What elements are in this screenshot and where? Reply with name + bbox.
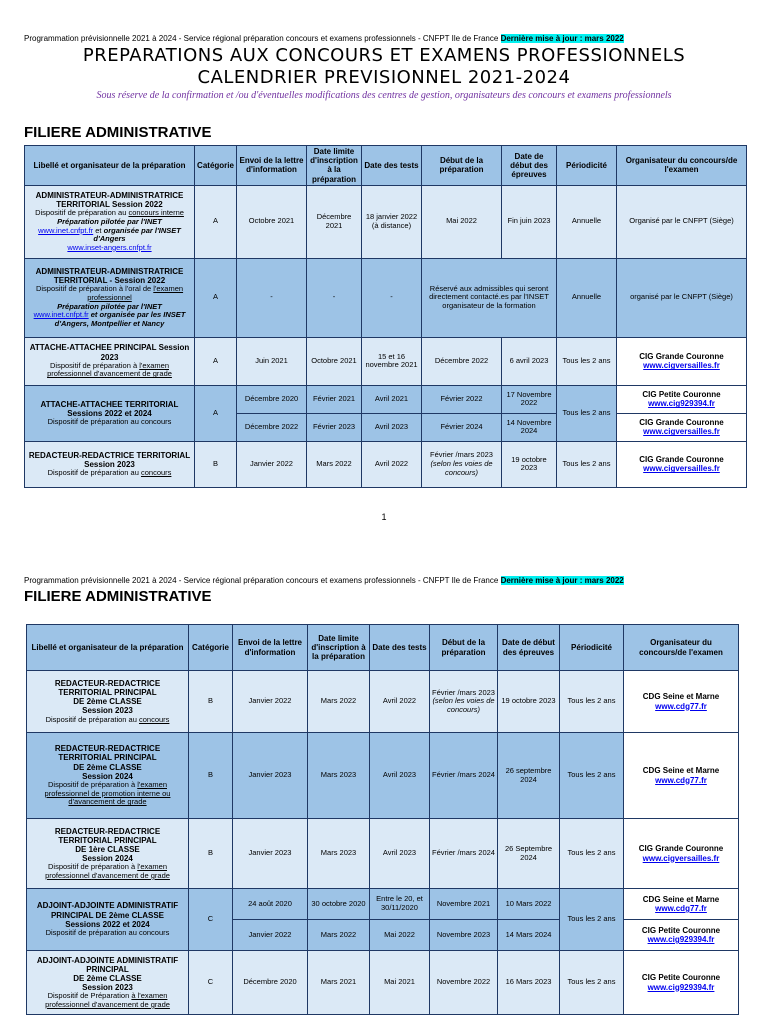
table-row: [25, 385, 747, 413]
row-class: DE 2ème CLASSE: [73, 973, 142, 983]
cell-envoi: Janvier 2022: [237, 441, 307, 487]
row-session: Session 2023: [82, 706, 133, 716]
cell-envoi: Janvier 2022: [233, 671, 308, 733]
cell-organisateur: [617, 413, 747, 441]
org-name: CIG Grande Couronne: [639, 418, 724, 428]
cell-tests: Mai 2021: [370, 951, 430, 1015]
cell-epreuves: 17 Novembre 2022: [502, 385, 557, 413]
cell-organisateur: organisé par le CNFPT (Siège): [617, 258, 747, 337]
row-desc: Dispositif de préparation à: [49, 360, 138, 370]
cell-categorie: A: [195, 337, 237, 385]
cell-tests: 18 janvier 2022 (à distance): [362, 185, 422, 258]
cell-periodicite: Annuelle: [557, 258, 617, 337]
row-desc-link: l'examen professionnel de promotion interne ou d'avancement de grade: [44, 779, 171, 807]
cell-periodicite: Tous les 2 ans: [560, 671, 624, 733]
cell-categorie: A: [195, 185, 237, 258]
header-line: [24, 576, 624, 585]
inet-link[interactable]: www.inet.cnfpt.fr: [33, 310, 89, 320]
cell-limite: -: [307, 258, 362, 337]
cell-envoi: -: [237, 258, 307, 337]
row-and: et: [95, 225, 102, 235]
cell-debut: [422, 441, 502, 487]
row-desc: Dispositif de préparation au: [35, 208, 127, 218]
cell-debut: Novembre 2023: [430, 920, 498, 951]
row-label: [27, 733, 189, 819]
table-row: [25, 258, 747, 337]
cell-limite: Février 2021: [307, 385, 362, 413]
debut-text: Février /mars 2023: [432, 687, 495, 697]
col-envoi: Envoi de la lettre d'information: [233, 625, 308, 671]
cell-periodicite: Annuelle: [557, 185, 617, 258]
cell-tests: Mai 2022: [370, 920, 430, 951]
row-desc: Dispositif de Préparation: [47, 991, 130, 1001]
cell-debut: Février /mars 2024: [430, 733, 498, 819]
cell-categorie: C: [189, 951, 233, 1015]
table-row: [27, 889, 739, 920]
debut-note: (selon les voies de concours): [430, 458, 493, 477]
cell-limite: Mars 2023: [308, 733, 370, 819]
row-title: ADMINISTRATEUR-ADMINISTRATRICE TERRITORIAL - Session 2022: [35, 267, 184, 286]
cell-tests: Avril 2022: [370, 671, 430, 733]
update-badge: Dernière mise à jour : mars 2022: [500, 34, 624, 43]
cell-epreuves: 19 octobre 2023: [502, 441, 557, 487]
cell-envoi: Décembre 2020: [237, 385, 307, 413]
cell-debut: Mai 2022: [422, 185, 502, 258]
row-label: [25, 385, 195, 441]
row-desc: Dispositif de préparation à l'oral de: [35, 284, 152, 294]
col-epreuves: Date de début des épreuves: [498, 625, 560, 671]
col-periodicite: Périodicité: [560, 625, 624, 671]
row-label: [25, 258, 195, 337]
header-text: Programmation prévisionnelle 2021 à 2024 - Service régional préparation concours et examens professionnels - CNFPT Ile de France: [24, 576, 499, 585]
col-categorie: Catégorie: [195, 146, 237, 186]
cell-epreuves: 14 Novembre 2024: [502, 413, 557, 441]
org-name: CDG Seine et Marne: [642, 766, 720, 776]
row-label: [27, 889, 189, 951]
cell-categorie: A: [195, 385, 237, 441]
cell-categorie: C: [189, 889, 233, 951]
cell-debut: Février 2022: [422, 385, 502, 413]
row-desc-link: concours: [138, 714, 170, 724]
table-row: [25, 337, 747, 385]
cell-tests: -: [362, 258, 422, 337]
cell-envoi: Janvier 2023: [233, 819, 308, 889]
row-label: [27, 671, 189, 733]
table-2: [26, 624, 739, 1015]
org-name: CIG Grande Couronne: [638, 844, 724, 854]
row-class: DE 1ère CLASSE: [75, 844, 140, 854]
cell-debut: [430, 671, 498, 733]
org-link[interactable]: www.cigversailles.fr: [643, 427, 720, 437]
org-link[interactable]: www.cig929394.fr: [648, 399, 715, 409]
cell-envoi: Janvier 2023: [233, 733, 308, 819]
cell-organisateur: [624, 951, 739, 1015]
col-libelle: Libellé et organisateur de la préparation: [25, 146, 195, 186]
cell-limite: Mars 2021: [308, 951, 370, 1015]
inet-link[interactable]: www.inet.cnfpt.fr: [38, 225, 94, 235]
row-title: ATTACHE-ATTACHEE PRINCIPAL Session 2023: [29, 343, 190, 362]
table-header: [25, 146, 747, 186]
row-title: ADMINISTRATEUR-ADMINISTRATRICE TERRITORIAL Session 2022: [35, 191, 184, 210]
cell-tests: Avril 2023: [362, 413, 422, 441]
cell-periodicite: Tous les 2 ans: [557, 441, 617, 487]
cell-tests: Avril 2022: [362, 441, 422, 487]
row-organised: organisée par l'INSET d'Angers: [93, 225, 181, 244]
org-link[interactable]: www.cigversailles.fr: [643, 464, 720, 474]
cell-debut: Novembre 2021: [430, 889, 498, 920]
cell-debut: Novembre 2022: [430, 951, 498, 1015]
cell-limite: 30 octobre 2020: [308, 889, 370, 920]
table-header: [27, 625, 739, 671]
org-link[interactable]: www.cig929394.fr: [647, 982, 715, 992]
cell-periodicite: Tous les 2 ans: [557, 385, 617, 441]
row-title: REDACTEUR-REDACTRICE TERRITORIAL PRINCIPAL: [54, 678, 161, 697]
cell-organisateur: Organisé par le CNFPT (Siège): [617, 185, 747, 258]
cell-epreuves: 16 Mars 2023: [498, 951, 560, 1015]
row-label: [27, 819, 189, 889]
row-desc-link: l'examen professionnel: [87, 284, 184, 302]
cell-organisateur: [617, 441, 747, 487]
row-desc: Dispositif de préparation au: [45, 714, 137, 724]
row-pilot: Préparation pilotée par l'INET: [57, 217, 162, 226]
section-title: FILIERE ADMINISTRATIVE: [24, 588, 212, 605]
section-title: FILIERE ADMINISTRATIVE: [24, 124, 212, 141]
org-name: CIG Petite Couronne: [641, 925, 721, 935]
row-desc-link: l'examen professionnel d'avancement de grade: [47, 360, 172, 379]
cell-categorie: B: [189, 819, 233, 889]
col-envoi: Envoi de la lettre d'information: [237, 146, 307, 186]
org-link[interactable]: www.cigversailles.fr: [642, 853, 720, 863]
row-title: REDACTEUR-REDACTRICE TERRITORIAL PRINCIPAL: [54, 826, 161, 845]
cell-organisateur: [624, 819, 739, 889]
cell-limite: Mars 2022: [308, 671, 370, 733]
col-tests: Date des tests: [362, 146, 422, 186]
org-link[interactable]: www.cigversailles.fr: [643, 361, 720, 371]
cell-epreuves: Fin juin 2023: [502, 185, 557, 258]
col-epreuves: Date de début des épreuves: [502, 146, 557, 186]
row-title: ADJOINT-ADJOINTE ADMINISTRATIF PRINCIPAL: [36, 955, 179, 974]
row-title: REDACTEUR-REDACTRICE TERRITORIAL PRINCIPAL: [54, 744, 161, 763]
cell-organisateur: [617, 385, 747, 413]
row-desc: Dispositif de préparation à: [47, 862, 136, 872]
cell-categorie: A: [195, 258, 237, 337]
cell-tests: Avril 2023: [370, 733, 430, 819]
col-libelle: Libellé et organisateur de la préparation: [27, 625, 189, 671]
org-name: CDG Seine et Marne: [642, 894, 720, 904]
org-name: CDG Seine et Marne: [642, 692, 720, 702]
row-desc: Dispositif de préparation à: [47, 779, 136, 789]
cell-limite: Février 2023: [307, 413, 362, 441]
cell-limite: Mars 2022: [307, 441, 362, 487]
row-session: Sessions 2022 et 2024: [65, 919, 150, 929]
cell-envoi: Octobre 2021: [237, 185, 307, 258]
row-title: ADJOINT-ADJOINTE ADMINISTRATIF PRINCIPAL DE 2ème CLASSE: [36, 901, 179, 920]
inset-link[interactable]: www.inset-angers.cnfpt.fr: [67, 242, 152, 252]
cell-organisateur: [624, 920, 739, 951]
cell-epreuves: 14 Mars 2024: [498, 920, 560, 951]
cell-epreuves: 19 octobre 2023: [498, 671, 560, 733]
cell-limite: Décembre 2021: [307, 185, 362, 258]
row-label: [25, 185, 195, 258]
cell-periodicite: Tous les 2 ans: [560, 819, 624, 889]
table-row: [27, 733, 739, 819]
row-desc-link: à l'examen professionnel d'avancement de grade: [45, 991, 170, 1009]
row-desc: Dispositif de préparation au concours: [45, 927, 170, 937]
disclaimer: Sous réserve de la confirmation et /ou d'éventuelles modifications des centres de gestion, organisateurs des concours et examens professionnels: [96, 90, 672, 101]
row-desc-link: l'examen professionnel d'avancement de grade: [45, 862, 170, 880]
row-desc-link: concours interne: [128, 208, 184, 218]
cell-periodicite: Tous les 2 ans: [560, 889, 624, 951]
cell-envoi: Décembre 2022: [237, 413, 307, 441]
update-badge: Dernière mise à jour : mars 2022: [500, 576, 624, 585]
row-desc: Dispositif de préparation au concours: [47, 417, 172, 427]
header-text: Programmation prévisionnelle 2021 à 2024 - Service régional préparation concours et examens professionnels - CNFPT Ile de France: [24, 34, 499, 43]
page-subtitle-title: CALENDRIER PREVISIONNEL 2021-2024: [197, 67, 571, 88]
cell-envoi: 24 août 2020: [233, 889, 308, 920]
debut-note: (selon les voies de concours): [432, 696, 495, 714]
row-pilot: Préparation pilotée par l'INET: [57, 301, 162, 311]
row-session: Session 2023: [82, 983, 133, 993]
row-class: DE 2ème CLASSE: [73, 697, 142, 707]
cell-envoi: Janvier 2022: [233, 920, 308, 951]
cell-tests: Avril 2021: [362, 385, 422, 413]
row-label: [25, 441, 195, 487]
row-class: DE 2ème CLASSE: [73, 762, 142, 772]
row-session: Session 2024: [82, 854, 133, 864]
col-limite: Date limite d'inscription à la préparation: [307, 146, 362, 186]
org-link[interactable]: www.cig929394.fr: [647, 935, 715, 944]
cell-periodicite: Tous les 2 ans: [560, 951, 624, 1015]
cell-debut: Réservé aux admissibles qui seront directement contacté.es par l'INSET organisateur de la formation: [422, 258, 557, 337]
cell-debut: Décembre 2022: [422, 337, 502, 385]
cell-tests: Avril 2023: [370, 819, 430, 889]
cell-organisateur: [617, 337, 747, 385]
row-title: REDACTEUR-REDACTRICE TERRITORIAL Session 2023: [28, 450, 191, 469]
cell-limite: Mars 2022: [308, 920, 370, 951]
org-link[interactable]: www.cdg77.fr: [655, 775, 707, 785]
org-name: CIG Petite Couronne: [642, 390, 721, 400]
col-organisateur: Organisateur du concours/de l'examen: [624, 625, 739, 671]
col-tests: Date des tests: [370, 625, 430, 671]
org-name: CIG Petite Couronne: [641, 973, 721, 983]
header-line: [24, 34, 624, 43]
col-limite: Date limite d'inscription à la préparation: [308, 625, 370, 671]
cell-limite: Octobre 2021: [307, 337, 362, 385]
org-link[interactable]: www.cdg77.fr: [655, 904, 707, 913]
cell-debut: Février /mars 2024: [430, 819, 498, 889]
cell-epreuves: 26 septembre 2024: [498, 733, 560, 819]
debut-text: Février /mars 2023: [430, 450, 493, 460]
cell-tests: Entre le 20, et 30/11/2020: [370, 889, 430, 920]
cell-organisateur: [624, 733, 739, 819]
row-desc-link: concours: [140, 468, 172, 478]
page-title: PREPARATIONS AUX CONCOURS ET EXAMENS PROFESSIONNELS: [82, 45, 686, 66]
row-label: [25, 337, 195, 385]
org-link[interactable]: www.cdg77.fr: [655, 701, 707, 711]
cell-limite: Mars 2023: [308, 819, 370, 889]
cell-epreuves: 26 Septembre 2024: [498, 819, 560, 889]
table-row: [25, 441, 747, 487]
cell-periodicite: Tous les 2 ans: [560, 733, 624, 819]
cell-categorie: B: [195, 441, 237, 487]
row-desc: Dispositif de préparation au: [47, 468, 139, 478]
table-row: [27, 819, 739, 889]
cell-categorie: B: [189, 671, 233, 733]
col-categorie: Catégorie: [189, 625, 233, 671]
col-debut: Début de la préparation: [430, 625, 498, 671]
table-row: [27, 951, 739, 1015]
cell-epreuves: 10 Mars 2022: [498, 889, 560, 920]
col-organisateur: Organisateur du concours/de l'examen: [617, 146, 747, 186]
row-organised: et organisée par les INSET d'Angers, Montpellier et Nancy: [54, 310, 186, 328]
cell-envoi: Juin 2021: [237, 337, 307, 385]
org-name: CIG Grande Couronne: [639, 352, 724, 362]
cell-epreuves: 6 avril 2023: [502, 337, 557, 385]
page-number: 1: [381, 512, 387, 522]
col-periodicite: Périodicité: [557, 146, 617, 186]
row-title: ATTACHE-ATTACHEE TERRITORIAL Sessions 2022 et 2024: [40, 399, 179, 418]
col-debut: Début de la préparation: [422, 146, 502, 186]
table-row: [27, 671, 739, 733]
org-name: CIG Grande Couronne: [639, 455, 724, 465]
cell-categorie: B: [189, 733, 233, 819]
cell-organisateur: [624, 889, 739, 920]
cell-periodicite: Tous les 2 ans: [557, 337, 617, 385]
cell-debut: Février 2024: [422, 413, 502, 441]
cell-envoi: Décembre 2020: [233, 951, 308, 1015]
table-1: [24, 145, 747, 488]
cell-organisateur: [624, 671, 739, 733]
row-session: Session 2024: [82, 771, 133, 781]
row-label: [27, 951, 189, 1015]
cell-tests: 15 et 16 novembre 2021: [362, 337, 422, 385]
table-row: [25, 185, 747, 258]
